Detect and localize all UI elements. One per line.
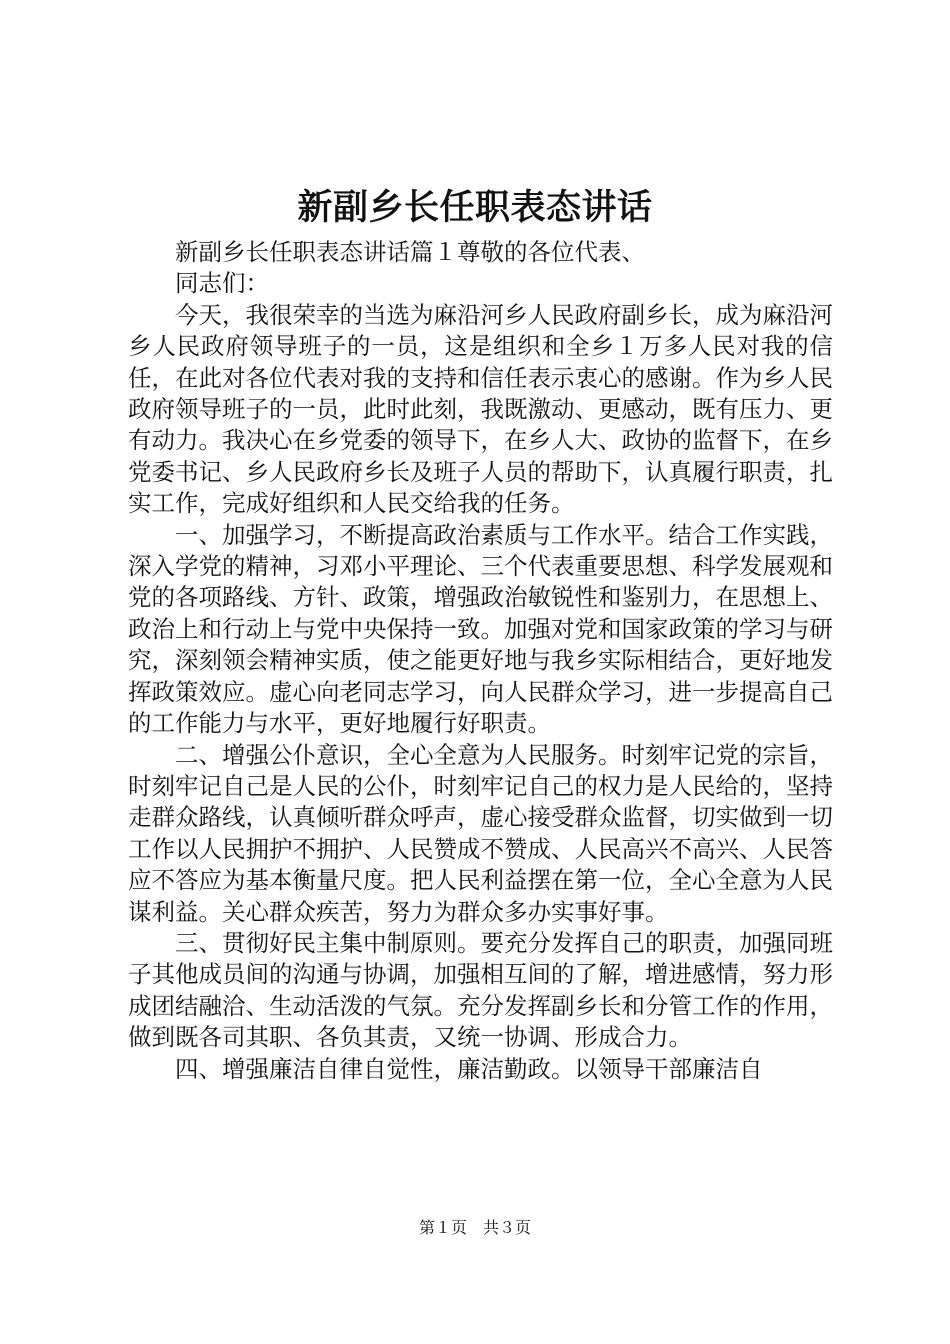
point-one-paragraph: 一、加强学习，不断提高政治素质与工作水平。结合工作实践，深入学党的精神，习邓小平理论、三个代表重要思想、科学发展观和党的各项路线、方针、政策，增强政治敏锐性和鉴别力，在思想上、政治上和行动上与党中央保持一致。加强对党和国家政策的学习与研究，深刻领会精神实质，使之能更好地与我乡实际相结合，更好地发挥政策效应。虚心向老同志学习，向人民群众学习，进一步提高自己的工作能力与水平，更好地履行好职责。	[128, 520, 833, 738]
page-number: 第１页 共３页	[418, 1218, 531, 1237]
point-four-paragraph: 四、增强廉洁自律自觉性，廉洁勤政。以领导干部廉洁自	[175, 1054, 763, 1083]
salutation-paragraph: 同志们：	[175, 269, 269, 298]
document-title: 新副乡长任职表态讲话	[297, 188, 653, 228]
intro-paragraph: 新副乡长任职表态讲话篇１尊敬的各位代表、	[175, 238, 645, 266]
opening-paragraph: 今天，我很荣幸的当选为麻沿河乡人民政府副乡长，成为麻沿河乡人民政府领导班子的一员，这是组织和全乡１万多人民对我的信任，在此对各位代表对我的支持和信任表示衷心的感谢。作为乡人民政府领导班子的一员，此时此刻，我既激动、更感动，既有压力、更有动力。我决心在乡党委的领导下，在乡人大、政协的监督下，在乡党委书记、乡人民政府乡长及班子人员的帮助下，认真履行职责，扎实工作，完成好组织和人民交给我的任务。	[128, 300, 833, 518]
point-three-paragraph: 三、贯彻好民主集中制原则。要充分发挥自己的职责，加强同班子其他成员间的沟通与协调，加强相互间的了解，增进感情，努力形成团结融洽、生动活泼的气氛。充分发挥副乡长和分管工作的作用，做到既各司其职、各负其责，又统一协调、形成合力。	[128, 928, 833, 1052]
point-two-paragraph: 二、增强公仆意识，全心全意为人民服务。时刻牢记党的宗旨，时刻牢记自己是人民的公仆，时刻牢记自己的权力是人民给的，坚持走群众路线，认真倾听群众呼声，虚心接受群众监督，切实做到一切工作以人民拥护不拥护、人民赞成不赞成、人民高兴不高兴、人民答应不答应为基本衡量尺度。把人民利益摆在第一位，全心全意为人民谋利益。关心群众疾苦，努力为群众多办实事好事。	[128, 740, 833, 926]
document-body	[128, 237, 833, 1085]
